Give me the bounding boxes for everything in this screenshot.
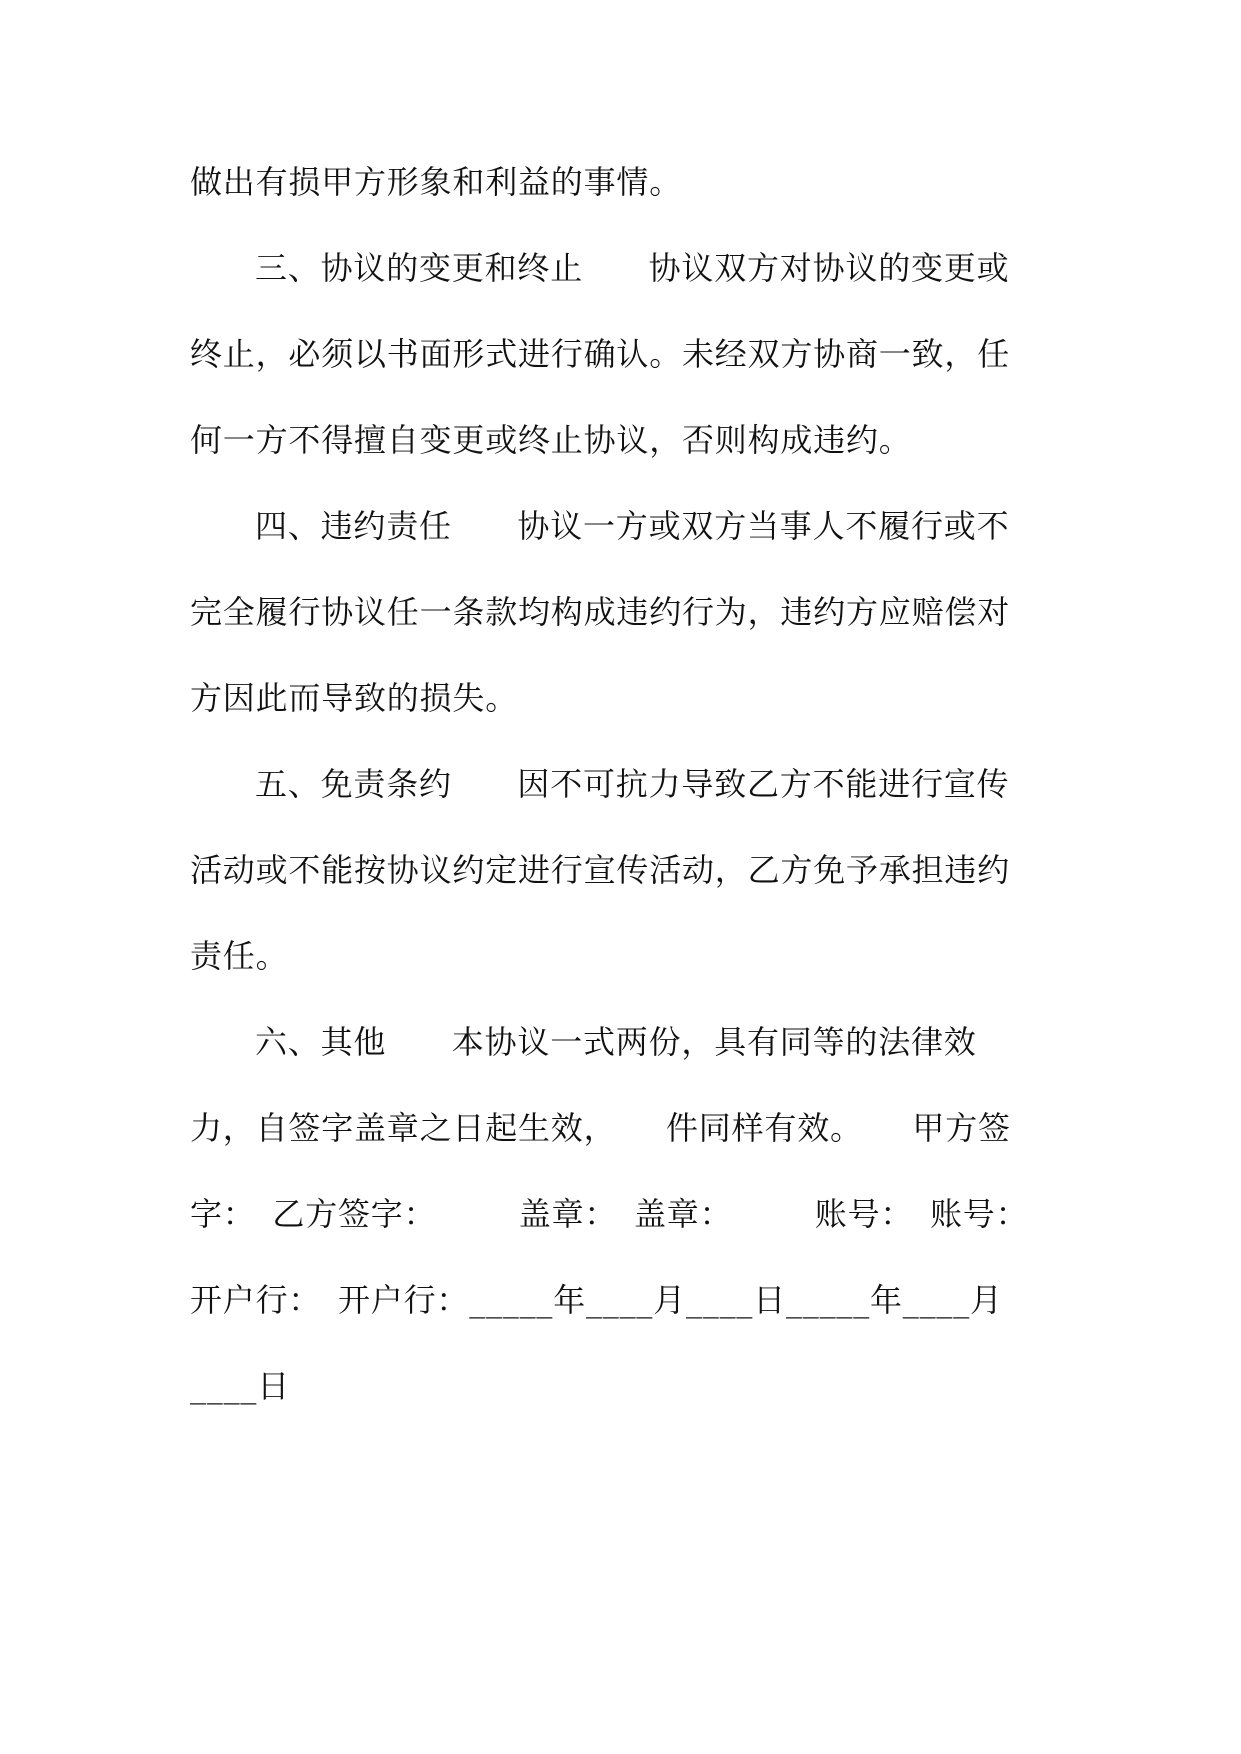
section-heading-line: 五、免责条约 因不可抗力导致乙方不能进行宣传 xyxy=(255,765,1010,803)
section-heading-line: 四、违约责任 协议一方或双方当事人不履行或不 xyxy=(255,507,1010,545)
date-line: ____日 xyxy=(190,1367,290,1405)
text-line: 责任。 xyxy=(190,937,289,975)
text-line: 力，自签字盖章之日起生效， 件同样有效。 甲方签 xyxy=(190,1109,1011,1147)
text-line: 做出有损甲方形象和利益的事情。 xyxy=(190,163,683,201)
signature-line: 字： 乙方签字： 盖章： 盖章： 账号： 账号： xyxy=(190,1195,1029,1233)
text-line: 何一方不得擅自变更或终止协议，否则构成违约。 xyxy=(190,421,912,459)
text-line: 完全履行协议任一条款均构成违约行为，违约方应赔偿对 xyxy=(190,593,1011,631)
text-line: 方因此而导致的损失。 xyxy=(190,679,519,717)
bank-date-line: 开户行： 开户行：_____年____月____日_____年____月 xyxy=(190,1281,1003,1319)
text-line: 活动或不能按协议约定进行宣传活动，乙方免予承担违约 xyxy=(190,851,1011,889)
section-heading-line: 三、协议的变更和终止 协议双方对协议的变更或 xyxy=(255,249,1010,287)
section-heading-line: 六、其他 本协议一式两份，具有同等的法律效 xyxy=(255,1023,977,1061)
text-line: 终止，必须以书面形式进行确认。未经双方协商一致，任 xyxy=(190,335,1011,373)
